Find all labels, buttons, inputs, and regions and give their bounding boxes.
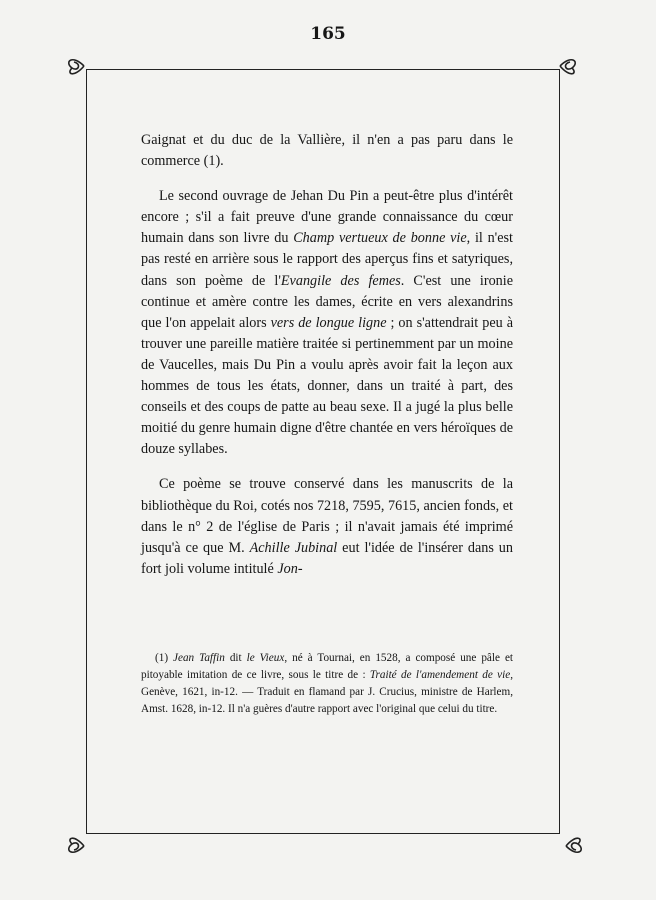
footnote-text bbox=[141, 650, 513, 718]
footnote-nickname: le Vieux bbox=[246, 652, 285, 664]
top-right-ornament-icon bbox=[552, 52, 582, 82]
footnote-author: Jean Taffin bbox=[173, 652, 225, 664]
footnote-text-1: dit bbox=[224, 652, 247, 664]
paragraph-continued: Gaignat et du duc de la Vallière, il n'en a pas paru dans le commerce (1). bbox=[141, 132, 513, 170]
paragraph2-text-2: , il n'est pas resté en arrière sous le rapport des aperçus fins et satyriques, dans son poème de l' bbox=[141, 230, 513, 289]
footnote-text-3: , Genève, 1621, in-12. — Traduit en flamand par J. Crucius, ministre de Harlem, Amst. 1628, in-12. Il n'a guères d'autre rapport avec l'original que celui du titre. bbox=[141, 669, 514, 715]
book-title-champ-vertueux: Champ vertueux de bonne vie bbox=[293, 230, 467, 247]
bottom-left-ornament-icon bbox=[62, 830, 92, 860]
term-vers-longue-ligne: vers de longue ligne bbox=[270, 314, 387, 331]
paragraph2-text-1: Le second ouvrage de Jehan Du Pin a peut-être plus d'intérêt encore ; s'il a fait preuve d'une grande connaissance du cœur humain dans son livre du bbox=[141, 188, 513, 247]
main-text bbox=[141, 130, 513, 580]
footnote-text-2: , né à Tournai, en 1528, a composé une pâle et pitoyable imitation de ce livre, sous le titre de : bbox=[141, 652, 514, 681]
book-title-evangile: Evangile des femes bbox=[280, 272, 401, 289]
paragraph3-text-2: eut l'idée de l'insérer dans un fort joli volume intitulé bbox=[141, 539, 513, 577]
paragraph-manuscripts bbox=[141, 474, 513, 579]
paragraph2-text-3: . C'est une ironie continue et amère contre les dames, écrite en vers alexandrins que l'on appelait alors bbox=[141, 272, 514, 331]
paragraph2-text-4: ; on s'attendrait peu à trouver une pareille matière traitée si pertinemment par un moine de Vaucelles, mais Du Pin a voulu après avoir fait la leçon aux hommes de tous les états, donner, dans un traité à part, des conseils et des coups de patte au beau sexe. Il a jugé la plus belle moitié du genre humain digne d'être chantée en vers héroïques de douze syllabes. bbox=[141, 314, 513, 458]
name-achille-jubinal: Achille Jubinal bbox=[249, 539, 338, 556]
footnote bbox=[141, 650, 513, 718]
book-title-jongleurs: Jon- bbox=[277, 560, 303, 577]
paragraph3-text-1: Ce poème se trouve conservé dans les manuscrits de la bibliothèque du Roi, cotés nos 7218, 7595, 7615, ancien fonds, et dans le n° 2 de l'église de Paris ; il n'avait jamais été imprimé jusqu'à ce que M. bbox=[141, 476, 513, 556]
paragraph-second-work bbox=[141, 186, 513, 460]
footnote-marker: (1) bbox=[155, 652, 174, 664]
top-left-ornament-icon bbox=[62, 52, 92, 82]
footnote-book-title: Traité de l'amendement de vie bbox=[369, 669, 511, 681]
page-number: 165 bbox=[310, 24, 346, 44]
bottom-right-ornament-icon bbox=[558, 830, 588, 860]
